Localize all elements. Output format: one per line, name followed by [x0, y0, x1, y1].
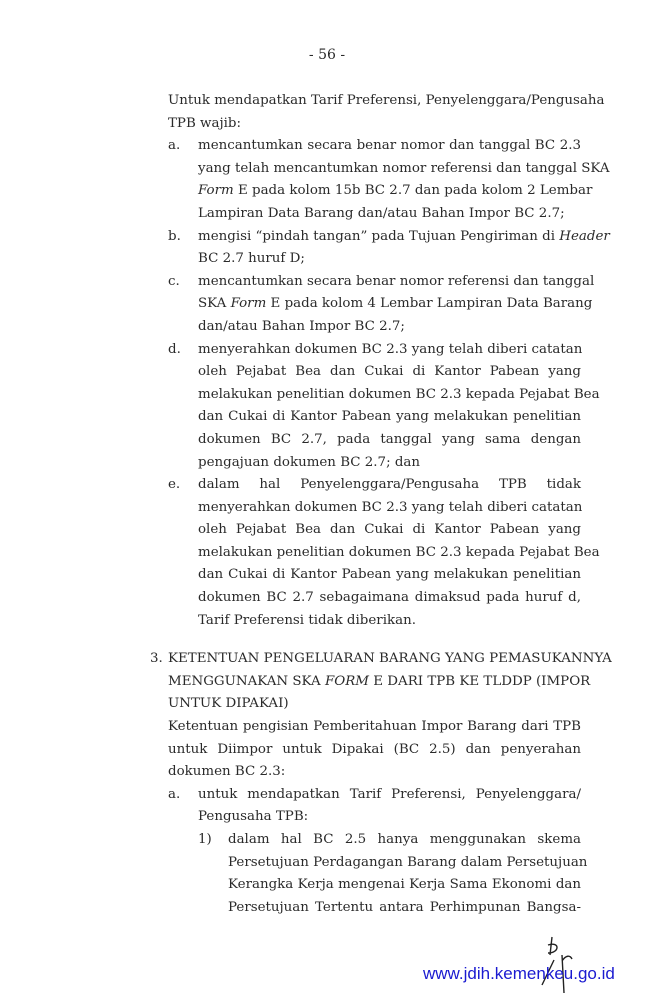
text-line [168, 671, 591, 694]
text-segment: E DARI TPB KE TLDDP (IMPOR [369, 673, 591, 689]
text-segment: Pengusaha TPB: [198, 809, 309, 825]
list-item [150, 135, 610, 225]
list-item [150, 271, 595, 339]
text-line [198, 361, 581, 384]
list-marker: a. [168, 786, 181, 802]
list-item [150, 829, 588, 919]
list-marker: c. [168, 273, 180, 289]
text-segment: UNTUK DIPAKAI) [168, 696, 289, 712]
text-line [198, 564, 581, 587]
text-line [198, 519, 581, 542]
text-segment: Persetujuan Perdagangan Barang dalam Persetujuan [228, 854, 588, 870]
text-line [198, 180, 593, 203]
text-line [198, 542, 600, 565]
list-item [150, 474, 600, 632]
text-line [198, 316, 581, 339]
footer-url-link[interactable]: www.jdih.kemenkeu.go.id [423, 964, 615, 983]
text-line [198, 429, 581, 452]
italic-term: Form [198, 183, 234, 199]
text-segment: melakukan penelitian dokumen BC 2.3 kepada Pejabat Bea [198, 544, 600, 560]
text-segment: oleh Pejabat Bea dan Cukai di Kantor Pabean yang [198, 364, 581, 380]
text-line [198, 203, 581, 226]
text-line [198, 293, 593, 316]
text-segment: Lampiran Data Barang dan/atau Bahan Impor BC 2.7; [198, 205, 565, 221]
list-item [150, 784, 581, 829]
text-segment: menyerahkan dokumen BC 2.3 yang telah diberi catatan [198, 341, 583, 357]
list-item [150, 226, 610, 271]
list-item [150, 339, 600, 475]
list-marker: a. [168, 138, 181, 154]
text-segment: Tarif Preferensi tidak diberikan. [198, 612, 416, 628]
text-line [168, 113, 581, 136]
text-line [168, 761, 581, 784]
text-segment: dan Cukai di Kantor Pabean yang melakukan penelitian [198, 409, 581, 425]
text-line [198, 406, 581, 429]
text-line [198, 497, 581, 520]
text-segment: Ketentuan pengisian Pemberitahuan Impor Barang dari TPB [168, 719, 581, 735]
text-segment: mengisi “pindah tangan” pada Tujuan Pengiriman di [198, 228, 560, 244]
text-line [198, 384, 600, 407]
text-segment: SKA [198, 296, 231, 312]
text-line [168, 90, 605, 113]
section-heading-block [150, 648, 612, 716]
text-line [228, 829, 581, 852]
text-segment: dalam hal BC 2.5 hanya menggunakan skema [228, 832, 581, 847]
text-segment: pengajuan dokumen BC 2.7; dan [198, 454, 421, 470]
text-segment: mencantumkan secara benar nomor dan tanggal BC 2.3 [198, 138, 581, 154]
text-segment: oleh Pejabat Bea dan Cukai di Kantor Pabean yang [198, 522, 581, 538]
text-line [198, 806, 581, 829]
text-segment: Persetujuan Tertentu antara Perhimpunan Bangsa- [228, 899, 581, 915]
text-segment: E pada kolom 4 Lembar Lampiran Data Barang [266, 296, 593, 312]
text-line [228, 852, 588, 875]
text-segment: dalam hal Penyelenggara/Pengusaha TPB tidak [198, 477, 581, 493]
text-line [228, 897, 581, 920]
list-marker: 3. [150, 651, 163, 667]
text-line [198, 784, 581, 807]
text-segment: untuk Diimpor untuk Dipakai (BC 2.5) dan penyerahan [168, 741, 581, 757]
text-segment: TPB wajib: [168, 115, 242, 131]
text-segment: E pada kolom 15b BC 2.7 dan pada kolom 2 Lembar [233, 183, 593, 199]
text-segment: dokumen BC 2.3: [168, 764, 286, 780]
text-segment: dokumen BC 2.7, pada tanggal yang sama dengan [198, 431, 581, 447]
page-number: - 56 - [308, 47, 346, 63]
text-line [198, 610, 581, 633]
text-line [198, 587, 581, 610]
text-line [198, 158, 610, 181]
text-line [198, 248, 581, 271]
text-segment: menyerahkan dokumen BC 2.3 yang telah diberi catatan [198, 499, 583, 515]
text-segment: MENGGUNAKAN SKA [168, 673, 325, 689]
italic-term: FORM [324, 673, 369, 689]
text-line [168, 693, 581, 716]
list-marker: d. [168, 341, 181, 357]
document-body [150, 90, 612, 919]
text-line [198, 339, 581, 362]
text-segment: Untuk mendapatkan Tarif Preferensi, Penyelenggara/Pengusaha [168, 93, 605, 108]
text-line [198, 226, 610, 249]
text-segment: KETENTUAN PENGELUARAN BARANG YANG PEMASUKANNYA [168, 651, 612, 667]
text-segment: untuk mendapatkan Tarif Preferensi, Penyelenggara/ [198, 786, 581, 802]
text-segment: dan/atau Bahan Impor BC 2.7; [198, 318, 405, 334]
text-segment: mencantumkan secara benar nomor referensi dan tanggal [198, 273, 595, 289]
list-marker: b. [168, 228, 181, 244]
text-segment: dan Cukai di Kantor Pabean yang melakukan penelitian [198, 567, 581, 583]
text-line [198, 271, 595, 294]
text-segment: melakukan penelitian dokumen BC 2.3 kepada Pejabat Bea [198, 386, 600, 402]
text-line [168, 716, 581, 739]
text-line [168, 739, 581, 762]
paragraph [150, 90, 605, 135]
text-line [168, 648, 612, 671]
italic-term: Form [230, 296, 267, 312]
paragraph [150, 716, 581, 784]
italic-term: Header [559, 228, 610, 244]
text-line [198, 452, 581, 475]
text-segment: yang telah mencantumkan nomor referensi dan tanggal SKA [198, 160, 610, 176]
text-line [228, 874, 581, 897]
text-segment: BC 2.7 huruf D; [198, 251, 305, 267]
list-marker: e. [168, 477, 181, 493]
text-line [198, 474, 581, 497]
text-line [198, 135, 581, 158]
text-segment: Kerangka Kerja mengenai Kerja Sama Ekonomi dan [228, 877, 581, 893]
text-segment: dokumen BC 2.7 sebagaimana dimaksud pada huruf d, [198, 590, 581, 606]
list-marker: 1) [198, 832, 212, 847]
